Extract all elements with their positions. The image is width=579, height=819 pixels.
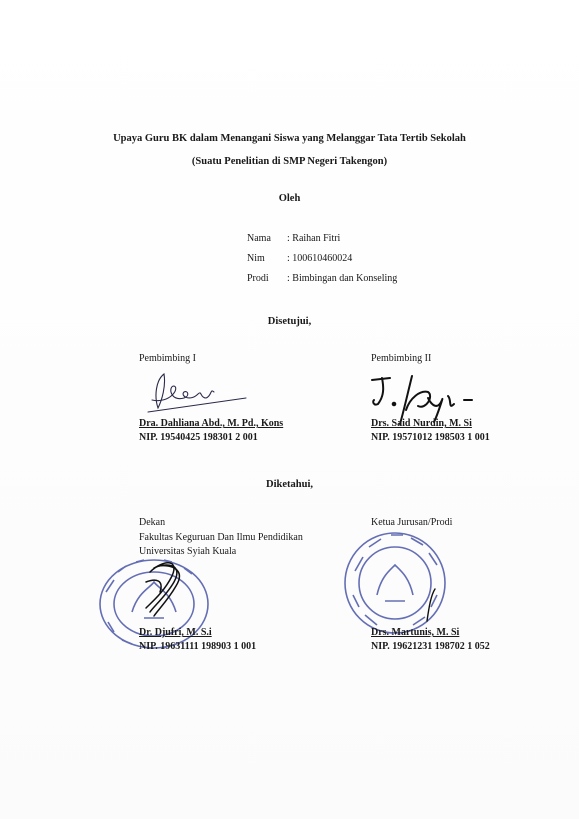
supervisor1-role: Pembimbing I xyxy=(139,353,196,364)
acknowledged-label: Diketahui, xyxy=(266,479,313,490)
supervisor2-role: Pembimbing II xyxy=(371,353,432,364)
faculty-seal-stamp xyxy=(341,529,449,637)
dean-nip: NIP. 19631111 198903 1 001 xyxy=(139,641,257,652)
head-nip: NIP. 19621231 198702 1 052 xyxy=(371,641,490,652)
head-name: Drs. Martunis, M. Si xyxy=(371,627,460,638)
supervisor2-name: Drs. Said Nurdin, M. Si xyxy=(371,418,472,429)
nim-value: : 100610460024 xyxy=(287,253,353,264)
prodi-label: Prodi xyxy=(247,273,269,284)
thesis-subtitle: (Suatu Penelitian di SMP Negeri Takengon) xyxy=(191,156,388,167)
dean-role: Dekan xyxy=(139,517,166,528)
prodi-value: : Bimbingan dan Konseling xyxy=(287,273,398,284)
name-label: Nama xyxy=(247,233,271,244)
supervisor1-signature xyxy=(140,368,250,418)
nim-label: Nim xyxy=(247,253,265,264)
head-role: Ketua Jurusan/Prodi xyxy=(371,517,453,528)
by-label: Oleh xyxy=(278,193,301,204)
supervisor2-nip: NIP. 19571012 198503 1 001 xyxy=(371,432,490,443)
thesis-title: Upaya Guru BK dalam Menangani Siswa yang Melanggar Tata Tertib Sekolah xyxy=(113,133,466,144)
approved-label: Disetujui, xyxy=(267,316,312,327)
dean-faculty: Fakultas Keguruan Dan Ilmu Pendidikan xyxy=(139,532,303,543)
supervisor1-name: Dra. Dahliana Abd., M. Pd., Kons xyxy=(139,418,284,429)
supervisor1-nip: NIP. 19540425 198301 2 001 xyxy=(139,432,258,443)
name-value: : Raihan Fitri xyxy=(287,233,341,244)
dean-name: Dr. Djufri, M. S.i xyxy=(139,627,212,638)
dean-university: Universitas Syiah Kuala xyxy=(139,546,237,557)
